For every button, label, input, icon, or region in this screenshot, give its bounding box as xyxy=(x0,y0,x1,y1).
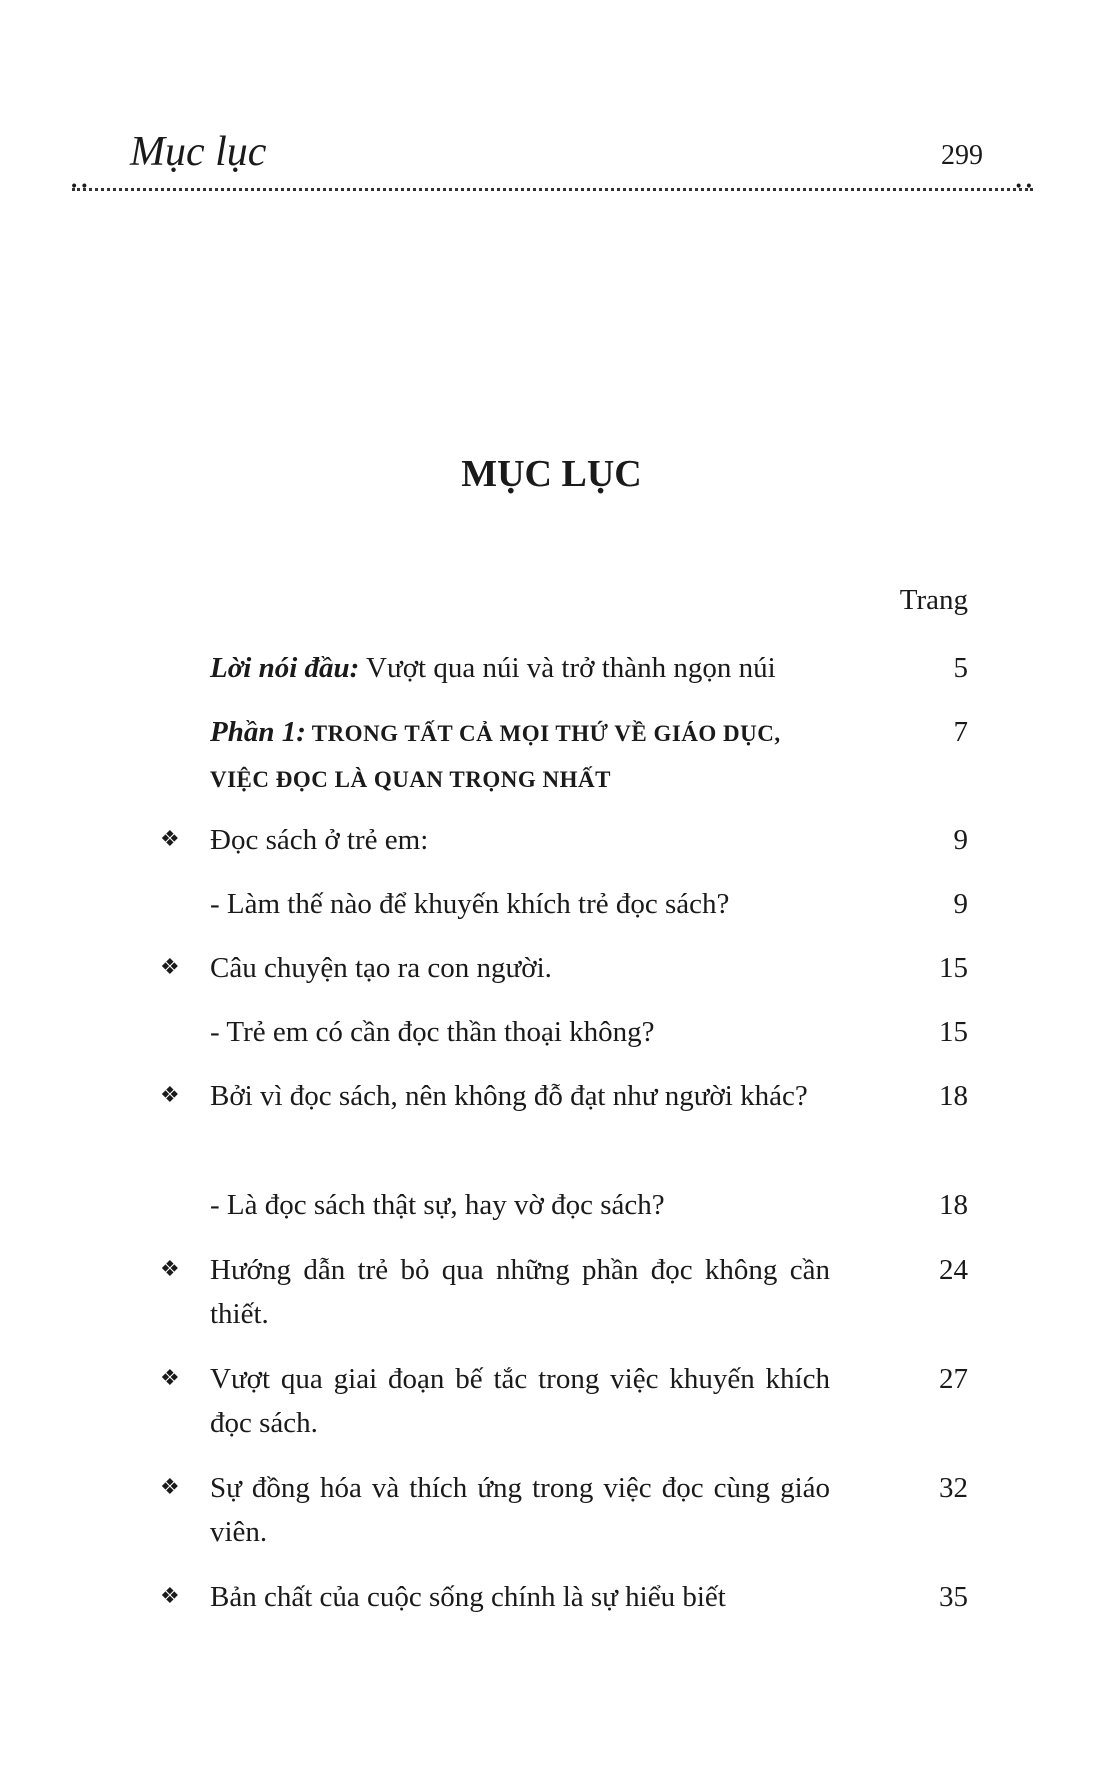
running-head: Mục lục xyxy=(130,129,267,175)
page-column-label: Trang xyxy=(899,584,968,616)
bullet-icon: ❖ xyxy=(160,1584,180,1609)
bullet-icon: ❖ xyxy=(160,827,180,852)
toc-entry-page: 7 xyxy=(953,716,968,748)
toc-entry-page: 32 xyxy=(939,1472,968,1504)
toc-entry-lead: Phần 1: xyxy=(210,716,306,748)
toc-entry[interactable]: Hướng dẫn trẻ bỏ qua những phần đọc không cần thiết. xyxy=(210,1254,830,1330)
toc-entry[interactable]: - Là đọc sách thật sự, hay vờ đọc sách? xyxy=(210,1189,665,1221)
bullet-icon: ❖ xyxy=(160,1083,180,1108)
toc-entry-page: 9 xyxy=(953,888,968,920)
bullet-icon: ❖ xyxy=(160,955,180,980)
toc-title: MỤC LỤC xyxy=(461,453,642,495)
toc-entry[interactable]: Sự đồng hóa và thích ứng trong việc đọc cùng giáo viên. xyxy=(210,1472,830,1548)
page-number: 299 xyxy=(941,140,983,171)
header-rule xyxy=(72,188,1033,191)
toc-entry[interactable]: Vượt qua giai đoạn bế tắc trong việc khuyến khích đọc sách. xyxy=(210,1363,830,1439)
toc-entry-page: 15 xyxy=(939,952,968,984)
toc-entry-page: 24 xyxy=(939,1254,968,1286)
toc-entry[interactable]: Bản chất của cuộc sống chính là sự hiểu biết xyxy=(210,1581,726,1613)
toc-entry-text: Vượt qua núi và trở thành ngọn núi xyxy=(359,652,776,684)
toc-entry-text: TRONG TẤT CẢ MỌI THỨ VỀ GIÁO DỤC, VIỆC ĐỌC LÀ QUAN TRỌNG NHẤT xyxy=(210,721,781,792)
toc-entry-page: 27 xyxy=(939,1363,968,1395)
toc-entry[interactable]: - Làm thế nào để khuyến khích trẻ đọc sách? xyxy=(210,888,730,920)
toc-entry-lead: Lời nói đầu: xyxy=(210,652,360,684)
toc-entry[interactable]: Câu chuyện tạo ra con người. xyxy=(210,952,552,984)
toc-entry[interactable]: Đọc sách ở trẻ em: xyxy=(210,824,429,856)
toc-entry[interactable] xyxy=(210,710,830,802)
toc-entry-page: 18 xyxy=(939,1189,968,1221)
toc-entry-page: 9 xyxy=(953,824,968,856)
toc-entry[interactable] xyxy=(210,646,830,690)
toc-entry-page: 5 xyxy=(953,652,968,684)
bullet-icon: ❖ xyxy=(160,1475,180,1500)
toc-entry-page: 18 xyxy=(939,1080,968,1112)
bullet-icon: ❖ xyxy=(160,1257,180,1282)
bullet-icon: ❖ xyxy=(160,1366,180,1391)
toc-entry[interactable]: - Trẻ em có cần đọc thần thoại không? xyxy=(210,1016,655,1048)
toc-entry-page: 35 xyxy=(939,1581,968,1613)
toc-entry[interactable]: Bởi vì đọc sách, nên không đỗ đạt như người khác? xyxy=(210,1080,808,1112)
toc-entry-page: 15 xyxy=(939,1016,968,1048)
